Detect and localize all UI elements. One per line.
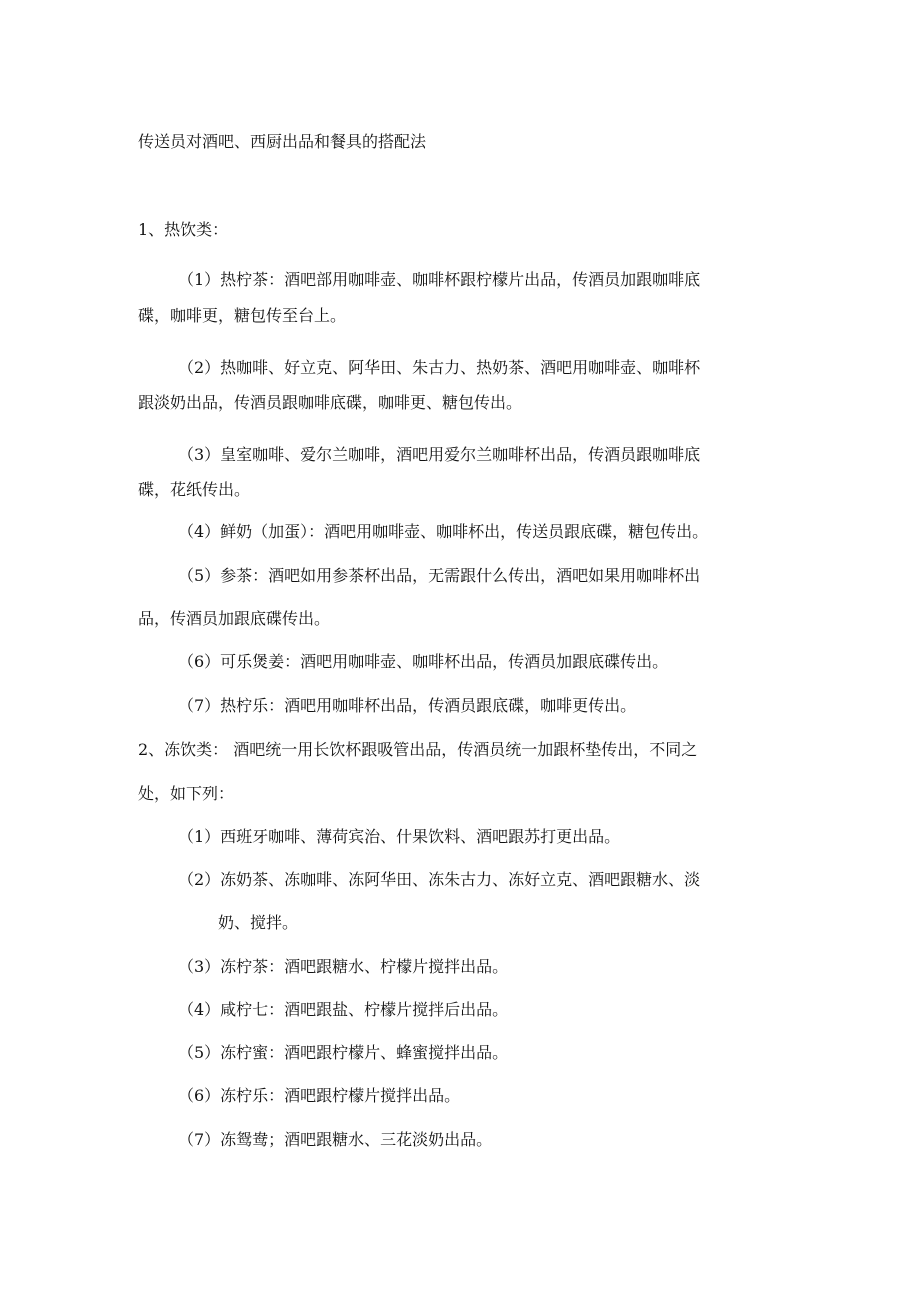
section1-item5-line1: （5）参茶：酒吧如用参茶杯出品，无需跟什么传出，酒吧如果用咖啡杯出 <box>178 566 701 585</box>
section1-item1-line1: （1）热柠茶：酒吧部用咖啡壶、咖啡杯跟柠檬片出品，传酒员加跟咖啡底 <box>178 270 701 289</box>
section1-item3-line2: 碟，花纸传出。 <box>138 480 251 499</box>
section1-item5-line2: 品，传酒员加跟底碟传出。 <box>138 609 331 628</box>
section2-item5-line1: （5）冻柠蜜：酒吧跟柠檬片、蜂蜜搅拌出品。 <box>178 1043 509 1062</box>
section1-item4-line1: （4）鲜奶（加蛋）：酒吧用咖啡壶、咖啡杯出，传送员跟底碟，糖包传出。 <box>178 522 709 541</box>
section2-heading-line2: 处，如下列： <box>138 784 235 803</box>
section2-item1-line1: （1）西班牙咖啡、薄荷宾治、什果饮料、酒吧跟苏打更出品。 <box>178 827 621 846</box>
section1-heading: 1、热饮类： <box>138 220 229 239</box>
section2-item2-line2: 奶、搅拌。 <box>218 913 299 932</box>
section1-item2-line2: 跟淡奶出品，传酒员跟咖啡底碟，咖啡更、糖包传出。 <box>138 393 523 412</box>
section1-item6-line1: （6）可乐煲姜：酒吧用咖啡壶、咖啡杯出品，传酒员加跟底碟传出。 <box>178 652 669 671</box>
document-title: 传送员对酒吧、西厨出品和餐具的搭配法 <box>138 132 427 151</box>
section1-item3-line1: （3）皇室咖啡、爱尔兰咖啡，酒吧用爱尔兰咖啡杯出品，传酒员跟咖啡底 <box>178 445 701 464</box>
section2-heading-line1: 2、冻饮类： 酒吧统一用长饮杯跟吸管出品，传酒员统一加跟杯垫传出，不同之 <box>138 740 698 759</box>
section1-item1-line2: 碟，咖啡更，糖包传至台上。 <box>138 306 347 325</box>
section2-item7-line1: （7）冻鸳鸯；酒吧跟糖水、三花淡奶出品。 <box>178 1130 493 1149</box>
section2-item3-line1: （3）冻柠茶：酒吧跟糖水、柠檬片搅拌出品。 <box>178 957 509 976</box>
section1-item7-line1: （7）热柠乐：酒吧用咖啡杯出品，传酒员跟底碟，咖啡更传出。 <box>178 696 637 715</box>
section2-item2-line1: （2）冻奶茶、冻咖啡、冻阿华田、冻朱古力、冻好立克、酒吧跟糖水、淡 <box>178 870 701 889</box>
section2-item6-line1: （6）冻柠乐：酒吧跟柠檬片搅拌出品。 <box>178 1086 461 1105</box>
section1-item2-line1: （2）热咖啡、好立克、阿华田、朱古力、热奶茶、酒吧用咖啡壶、咖啡杯 <box>178 358 701 377</box>
section2-item4-line1: （4）咸柠七：酒吧跟盐、柠檬片搅拌后出品。 <box>178 1000 509 1019</box>
